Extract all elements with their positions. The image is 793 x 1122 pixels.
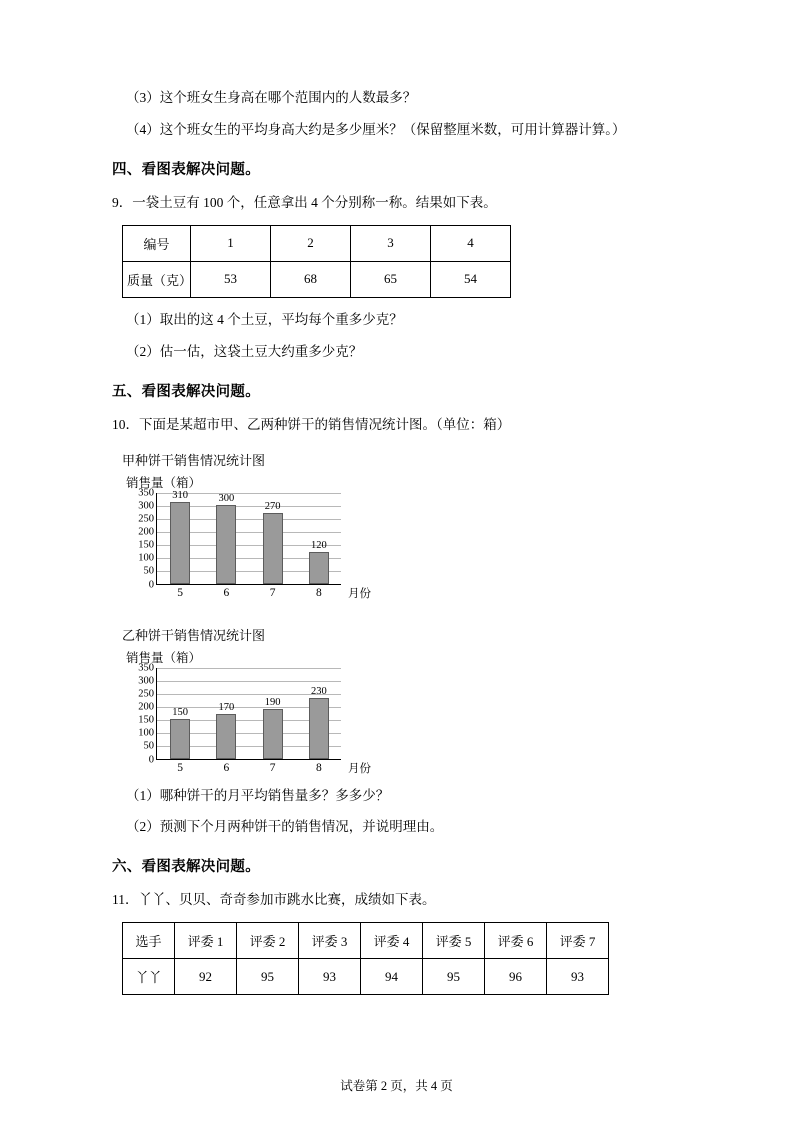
cell-mass-4: 54: [431, 261, 511, 297]
cell-score-6: 96: [485, 959, 547, 995]
x-axis-tick-jia-5: 5: [177, 586, 183, 599]
chart-axes-jia: [138, 487, 341, 599]
x-axis-tick-yi-5: 5: [177, 761, 183, 774]
y-axis-tick-250: 250: [138, 513, 154, 525]
chart-jia: [122, 487, 422, 611]
y-axis-tick-50: 50: [143, 740, 154, 752]
y-axis-tick-150: 150: [138, 539, 154, 551]
cell-score-1: 92: [175, 959, 237, 995]
bar-jia-7: [263, 513, 283, 584]
question-10-1: （1）哪种饼干的月平均销售量多？多多少？: [126, 787, 390, 803]
header-judge-6: 评委 6: [485, 923, 547, 959]
table-row: [123, 225, 511, 261]
chart-xlabel-yi: 月份: [348, 762, 371, 775]
y-axis-tick-0: 0: [148, 579, 154, 591]
table-header-row: [123, 923, 609, 959]
section-heading-6: 六、看图表解决问题。: [112, 859, 260, 876]
question-10-2: （2）预测下个月两种饼干的销售情况，并说明理由。: [126, 819, 444, 835]
page-footer: 试卷第 2 页，共 4 页: [340, 1079, 453, 1093]
chart-xlabel-jia: 月份: [348, 587, 371, 600]
header-judge-3: 评委 3: [299, 923, 361, 959]
section-heading-5: 五、看图表解决问题。: [112, 383, 260, 400]
bar-value-jia-8: 120: [311, 539, 327, 551]
header-judge-7: 评委 7: [547, 923, 609, 959]
header-judge-1: 评委 1: [175, 923, 237, 959]
x-axis-tick-jia-6: 6: [223, 586, 230, 599]
y-axis-tick-200: 200: [138, 701, 154, 713]
bar-value-yi-8: 230: [311, 686, 327, 698]
cell-mass-3: 65: [351, 261, 431, 297]
question-10-stem: 10．下面是某超市甲、乙两种饼干的销售情况统计图。（单位：箱）: [112, 416, 511, 432]
cell-score-4: 94: [361, 959, 423, 995]
chart-title-jia: 甲种饼干销售情况统计图: [122, 452, 266, 468]
question-9-stem: 9．一袋土豆有 100 个，任意拿出 4 个分别称一称。结果如下表。: [112, 194, 497, 210]
row-label-mass: 质量（克）: [123, 261, 191, 297]
y-axis-tick-350: 350: [138, 487, 154, 499]
question-8-4: （4）这个班女生的平均身高大约是多少厘米？（保留整厘米数，可用计算器计算。）: [126, 121, 626, 137]
cell-mass-1: 53: [191, 261, 271, 297]
gridline: [157, 668, 341, 669]
x-axis-tick-yi-7: 7: [269, 761, 276, 774]
cell-score-3: 93: [299, 959, 361, 995]
cell-score-2: 95: [237, 959, 299, 995]
y-axis-tick-100: 100: [138, 552, 154, 564]
bar-yi-8: [309, 698, 329, 758]
cell-mass-2: 68: [271, 261, 351, 297]
potato-weight-table: [122, 225, 511, 298]
bar-value-jia-7: 270: [264, 500, 281, 512]
cell-score-5: 95: [423, 959, 485, 995]
bar-jia-6: [216, 505, 236, 584]
chart-ylabel-jia: 销售量（箱）: [126, 475, 202, 490]
header-judge-4: 评委 4: [361, 923, 423, 959]
cell-id-3: 3: [351, 225, 431, 261]
header-judge-5: 评委 5: [423, 923, 485, 959]
y-axis-tick-0: 0: [148, 754, 154, 766]
cell-score-7: 93: [547, 959, 609, 995]
y-axis-tick-250: 250: [138, 688, 154, 700]
bar-value-jia-6: 300: [218, 492, 235, 504]
chart-ylabel-yi: 销售量（箱）: [126, 650, 202, 665]
cell-player-name: 丫丫: [123, 959, 175, 995]
chart-axes-yi: [138, 662, 341, 774]
gridline: [157, 681, 341, 682]
chart-yi: [122, 662, 422, 786]
y-axis-tick-150: 150: [138, 714, 154, 726]
bar-value-yi-6: 170: [218, 701, 235, 713]
question-8-3: （3）这个班女生身高在哪个范围内的人数最多？: [126, 90, 417, 105]
section-heading-4: 四、看图表解决问题。: [112, 161, 260, 178]
bar-jia-8: [309, 552, 329, 584]
y-axis-tick-50: 50: [143, 565, 154, 577]
dive-score-table: [122, 922, 609, 995]
bar-value-jia-5: 310: [172, 490, 188, 502]
cell-id-4: 4: [431, 225, 511, 261]
y-axis-tick-300: 300: [138, 500, 154, 512]
question-9-1: （1）取出的这 4 个土豆，平均每个重多少克？: [126, 311, 403, 327]
table-row: [123, 261, 511, 297]
cell-id-2: 2: [271, 225, 351, 261]
x-axis-tick-yi-6: 6: [223, 761, 230, 774]
x-axis-tick-jia-7: 7: [269, 586, 276, 599]
y-axis-tick-100: 100: [138, 727, 154, 739]
bar-value-yi-7: 190: [264, 696, 281, 708]
bar-jia-5: [170, 502, 190, 583]
header-player: 选手: [123, 923, 175, 959]
question-11-stem: 11．丫丫、贝贝、奇奇参加市跳水比赛，成绩如下表。: [112, 892, 436, 908]
table-row: [123, 959, 609, 995]
chart-title-yi: 乙种饼干销售情况统计图: [122, 627, 266, 643]
bar-yi-7: [263, 709, 283, 759]
x-axis-tick-jia-8: 8: [316, 586, 322, 599]
x-axis-tick-yi-8: 8: [316, 761, 322, 774]
row-label-id: 编号: [123, 225, 191, 261]
bar-yi-6: [216, 714, 236, 759]
bar-yi-5: [170, 719, 190, 758]
cell-id-1: 1: [191, 225, 271, 261]
question-9-2: （2）估一估，这袋土豆大约重多少克？: [126, 343, 363, 359]
y-axis-tick-200: 200: [138, 526, 154, 538]
bar-value-yi-5: 150: [172, 707, 188, 719]
y-axis-tick-350: 350: [138, 662, 154, 674]
header-judge-2: 评委 2: [237, 923, 299, 959]
y-axis-tick-300: 300: [138, 675, 154, 687]
